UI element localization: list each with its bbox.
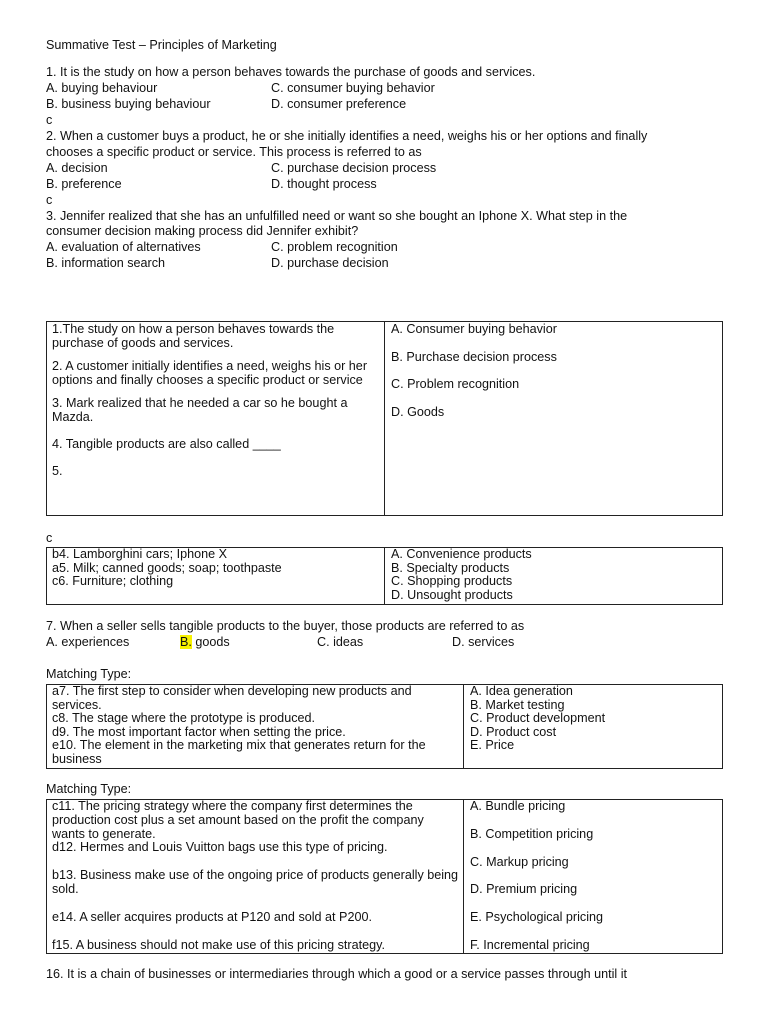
matching-1-right — [470, 685, 718, 753]
table-2-left — [52, 548, 378, 589]
matching-table-1 — [46, 684, 723, 769]
q3-option-c: C. problem recognition — [271, 240, 398, 254]
table-1-choice-b: B. Purchase decision process — [391, 349, 557, 364]
q7-option-a: A. experiences — [46, 635, 130, 649]
matching-table-2 — [46, 799, 723, 954]
question-16: 16. It is a chain of businesses or intermediaries through which a good or a service passes through until it — [46, 967, 628, 981]
table-2-choice-d: D. Unsought products — [391, 588, 513, 603]
matching-1-left — [52, 685, 458, 767]
table-2-choice-c: C. Shopping products — [391, 574, 513, 589]
question-3-line-1: 3. Jennifer realized that she has an unfulfilled need or want so she bought an Iphone X. What step in the — [46, 209, 628, 223]
matching-2-choice-f: F. Incremental pricing — [470, 937, 590, 952]
matching-1-choice-a: A. Idea generation — [470, 684, 573, 698]
table-2-right — [391, 548, 711, 603]
q2-option-b: B. preference — [46, 177, 122, 191]
q2-option-c: C. purchase decision process — [271, 161, 437, 175]
q2-option-a: A. decision — [46, 161, 108, 175]
table-1-item-3: 3. Mark realized that he needed a car so he bought a Mazda. — [52, 396, 348, 424]
table-1-item-1: 1.The study on how a person behaves towards the purchase of goods and services. — [52, 322, 335, 350]
q3-option-a: A. evaluation of alternatives — [46, 240, 201, 254]
matching-1-item-7: a7. The first step to consider when developing new products and services. — [52, 684, 412, 712]
question-1: 1. It is the study on how a person behaves towards the purchase of goods and services. — [46, 65, 536, 79]
matching-1-item-10: e10. The element in the marketing mix that generates return for the business — [52, 738, 426, 766]
matching-2-right — [470, 800, 718, 953]
table-1-choice-c: C. Problem recognition — [391, 377, 520, 391]
q7-option-c: C. ideas — [317, 635, 364, 649]
table-1 — [46, 321, 723, 516]
matching-1-choice-c: C. Product development — [470, 711, 606, 726]
q1-answer: c — [46, 113, 53, 127]
table-1-item-4: 4. Tangible products are also called ____ — [52, 437, 281, 451]
matching-2-choice-d: D. Premium pricing — [470, 882, 578, 897]
q7-option-b — [180, 635, 230, 651]
question-2-line-2: chooses a specific product or service. This process is referred to as — [46, 145, 422, 159]
matching-1-choice-b: B. Market testing — [470, 697, 565, 712]
matching-2-item-12: d12. Hermes and Louis Vuitton bags use this type of pricing. — [52, 840, 388, 855]
q1-option-d: D. consumer preference — [271, 97, 407, 111]
matching-2-choice-b: B. Competition pricing — [470, 826, 594, 841]
q7-option-b-text: goods — [191, 635, 230, 649]
matching-2-choice-c: C. Markup pricing — [470, 854, 569, 869]
page-title: Summative Test – Principles of Marketing — [46, 38, 277, 52]
matching-table-1-divider — [463, 685, 464, 768]
matching-heading-1: Matching Type: — [46, 667, 132, 681]
q1-option-b: B. business buying behaviour — [46, 97, 211, 111]
table-2-divider — [384, 548, 385, 604]
table-1-item-2: 2. A customer initially identifies a need, weighs his or her options and finally chooses a specific product or service — [52, 359, 368, 387]
question-3-line-2: consumer decision making process did Jennifer exhibit? — [46, 224, 359, 238]
table-1-item-5: 5. — [52, 464, 63, 478]
q3-option-b: B. information search — [46, 256, 165, 270]
q7-highlighted-answer: B. — [180, 635, 192, 649]
table-1-divider — [384, 322, 385, 515]
matching-2-left — [52, 800, 460, 952]
table-1-left — [52, 322, 378, 478]
answer-mark: c — [46, 531, 53, 545]
table-1-choice-d: D. Goods — [391, 404, 445, 419]
table-2-choice-b: B. Specialty products — [391, 560, 510, 575]
table-2-item-5: a5. Milk; canned goods; soap; toothpaste — [52, 560, 282, 575]
matching-2-item-13: b13. Business make use of the ongoing price of products generally being sold. — [52, 868, 459, 896]
table-2-choice-a: A. Convenience products — [391, 547, 532, 561]
table-2-item-6: c6. Furniture; clothing — [52, 574, 174, 589]
q2-answer: c — [46, 193, 53, 207]
question-7: 7. When a seller sells tangible products to the buyer, those products are referred to as — [46, 619, 525, 633]
q3-option-d: D. purchase decision — [271, 256, 389, 270]
matching-heading-2: Matching Type: — [46, 782, 132, 796]
q7-option-d: D. services — [452, 635, 515, 649]
table-1-choice-a: A. Consumer buying behavior — [391, 322, 557, 336]
q1-option-c: C. consumer buying behavior — [271, 81, 435, 95]
question-2-line-1: 2. When a customer buys a product, he or she initially identifies a need, weighs his or her options and finally — [46, 129, 648, 143]
matching-1-choice-e: E. Price — [470, 738, 515, 753]
table-2 — [46, 547, 723, 605]
q2-option-d: D. thought process — [271, 177, 377, 191]
table-1-right — [391, 322, 711, 419]
matching-2-item-11: c11. The pricing strategy where the company first determines the production cost plus a set amount based on the profit the company wants to generate. — [52, 799, 424, 841]
matching-2-choice-a: A. Bundle pricing — [470, 799, 566, 813]
matching-2-item-15: f15. A business should not make use of this pricing strategy. — [52, 937, 385, 952]
matching-2-choice-e: E. Psychological pricing — [470, 910, 603, 925]
matching-2-item-14: e14. A seller acquires products at P120 and sold at P200. — [52, 909, 372, 924]
table-2-item-4: b4. Lamborghini cars; Iphone X — [52, 547, 228, 561]
q1-option-a: A. buying behaviour — [46, 81, 158, 95]
matching-1-item-8: c8. The stage where the prototype is produced. — [52, 711, 315, 726]
matching-1-choice-d: D. Product cost — [470, 724, 557, 739]
matching-table-2-divider — [463, 800, 464, 953]
matching-1-item-9: d9. The most important factor when setting the price. — [52, 724, 346, 739]
